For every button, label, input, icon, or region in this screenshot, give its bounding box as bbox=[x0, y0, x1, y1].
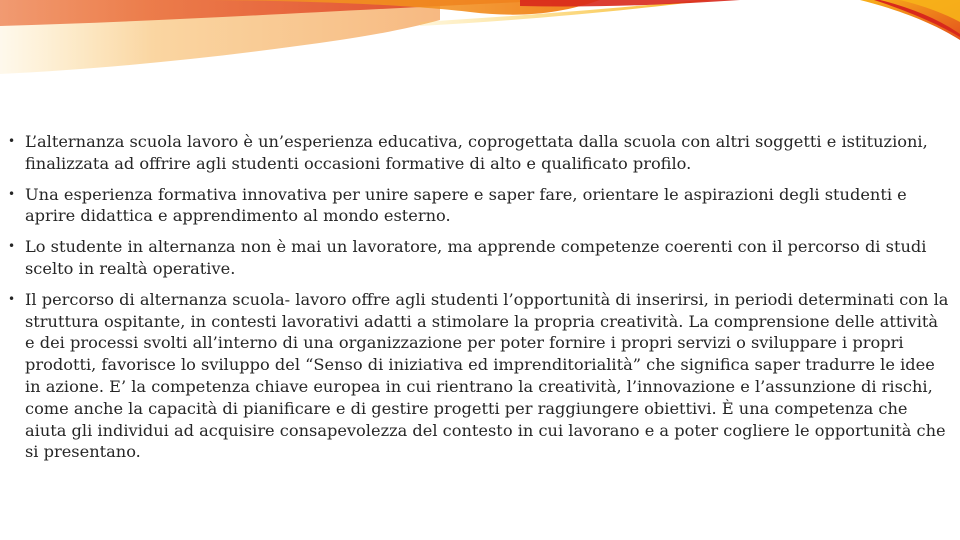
swoosh-red-line bbox=[520, 0, 740, 7]
header-decoration bbox=[0, 0, 960, 120]
bullet-text: Il percorso di alternanza scuola- lavoro offre agli studenti l’opportunità di inserirsi, in periodi determinati con la struttura ospitante, in contesti lavorativi adatti a stimolare la propria creatività. La comprensione delle attività e dei processi svolti all’interno di una organizzazione per poter fornire i propri servizi o sviluppare i propri prodotti, favorisce lo sviluppo del “Senso di iniziativa ed imprenditorialità” che significa saper tradurre le idee in azione. E’ la competenza chiave europea in cui rientrano la creatività, l’innovazione e l’assunzione di rischi, come anche la capacità di pianificare e di gestire progetti per raggiungere obiettivi. È una competenza che aiuta gli individui ad acquisire consapevolezza del contesto in cui lavorano e a poter cogliere le opportunità che si presentano. bbox=[25, 289, 949, 462]
bullet-item bbox=[8, 131, 952, 175]
bullet-item bbox=[8, 184, 952, 228]
bullet-text: Una esperienza formativa innovativa per unire sapere e saper fare, orientare le aspirazioni degli studenti e aprire didattica e apprendimento al mondo esterno. bbox=[25, 184, 907, 226]
bullet-dot-icon: • bbox=[8, 186, 16, 201]
bullet-item bbox=[8, 236, 952, 280]
bullet-dot-icon: • bbox=[8, 291, 16, 306]
bullet-item bbox=[8, 289, 952, 463]
bullet-text: Lo studente in alternanza non è mai un lavoratore, ma apprende competenze coerenti con il percorso di studi scelto in realtà operative. bbox=[25, 237, 927, 278]
bullet-text: L’alternanza scuola lavoro è un’esperienza educativa, coprogettata dalla scuola con altri soggetti e istituzioni, finalizzata ad offrire agli studenti occasioni formative di alto e qualificato profilo. bbox=[25, 132, 928, 173]
bullet-dot-icon: • bbox=[8, 239, 16, 254]
bullet-list bbox=[8, 131, 952, 463]
bullet-dot-icon: • bbox=[8, 134, 16, 148]
